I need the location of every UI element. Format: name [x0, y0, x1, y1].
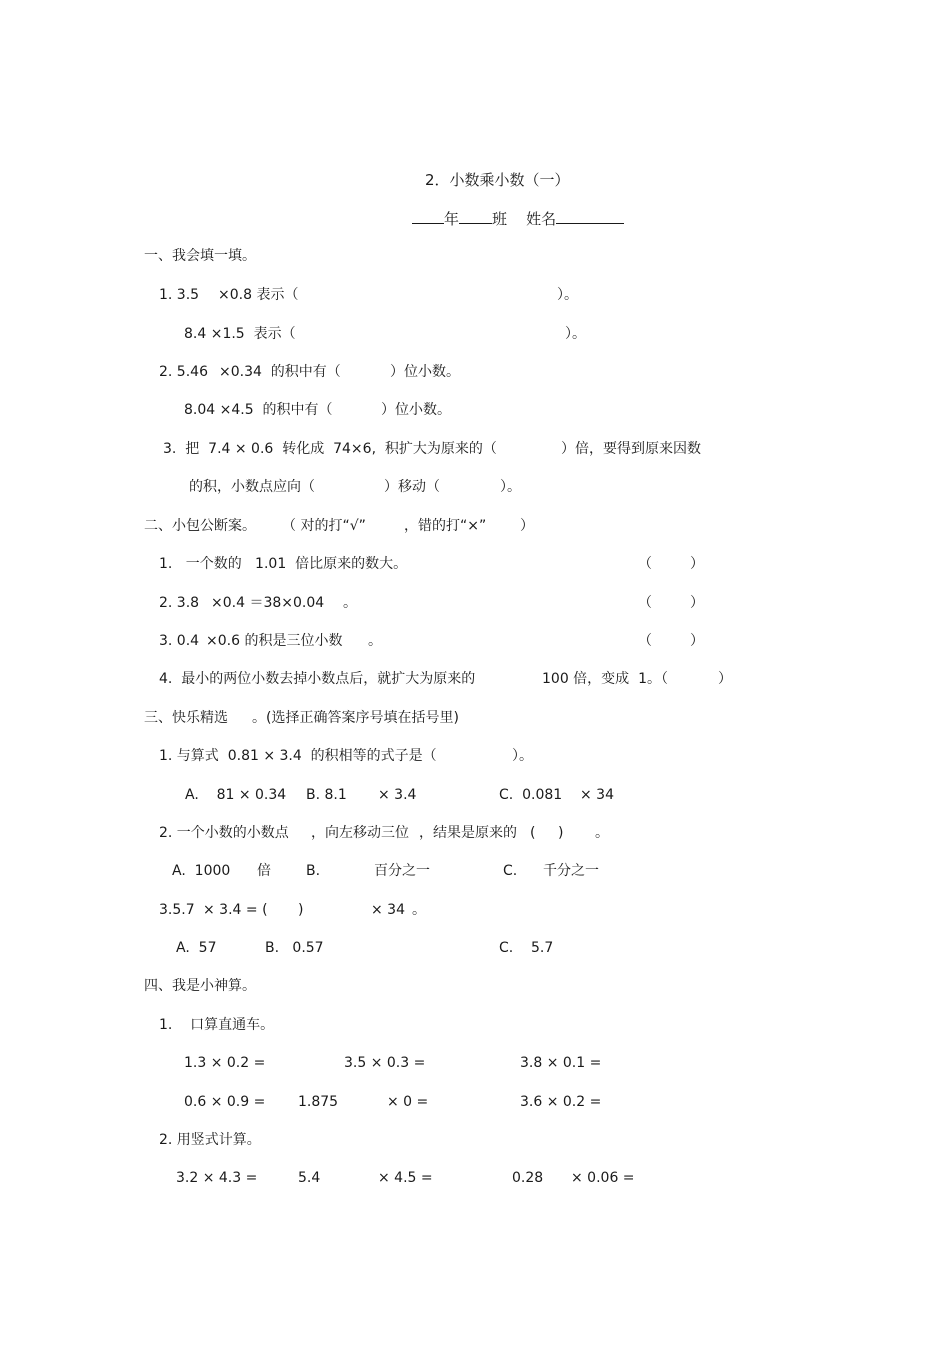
s2-q1-open[interactable]: （ [638, 556, 652, 572]
grade-label: 年 [444, 210, 460, 228]
s4-calc-5-tail: × 0 = [387, 1094, 429, 1110]
section-4-heading: 四、我是小神算。 [144, 978, 256, 994]
s3-q1-close: ）。 [512, 748, 533, 764]
s2-q3-open[interactable]: （ [638, 633, 652, 649]
name-blank[interactable] [556, 209, 624, 224]
s2-q4-text-b: 100 倍，变成 1。（ [542, 671, 668, 687]
s3-q2-text-b: ，向左移动三位 [311, 825, 409, 841]
s4-vertical-3-tail: × 0.06 = [571, 1170, 635, 1186]
s3-q2-open[interactable]: ( [530, 825, 536, 841]
s3-q2-option-b[interactable]: B. [306, 863, 321, 879]
s3-q1-option-b[interactable]: B. 8.1 [306, 787, 347, 803]
s2-q1-text: 1. 一个数的 1.01 倍比原来的数大。 [159, 556, 408, 572]
s2-q2-num: 2. 3.8 [159, 595, 200, 611]
s2-q1-close: ） [690, 556, 704, 572]
s3-q3-text: × 3.4 = ( [203, 902, 268, 918]
s3-q3-option-b[interactable]: B. 0.57 [265, 940, 324, 956]
s3-q3-close: ) [298, 902, 304, 918]
s2-q2-text: ×0.4 ＝38×0.04 [211, 595, 325, 611]
s1-q2b-text: 8.04 ×4.5 的积中有（ [184, 402, 333, 418]
s1-q3-line2-c: ）。 [500, 479, 521, 495]
s1-q1b-close: ）。 [565, 326, 586, 342]
s3-q2-text-c: ，结果是原来的 [419, 825, 517, 841]
s4-sub1-title: 1. 口算直通车。 [159, 1017, 275, 1033]
s2-q4-close: ） [718, 671, 732, 687]
s3-q2-text-a: 2. 一个小数的小数点 [159, 825, 289, 841]
s3-q3-tail: × 34 [371, 902, 405, 918]
s3-q3-option-a[interactable]: A. 57 [176, 940, 217, 956]
s1-q2a-text: ×0.34 的积中有（ [219, 364, 341, 380]
s1-q2b-close: ）位小数。 [381, 402, 451, 418]
student-info [412, 209, 624, 228]
s2-q4-text: 4. 最小的两位小数去掉小数点后，就扩大为原来的 [159, 671, 476, 687]
section-1-heading: 一、我会填一填。 [144, 248, 256, 264]
s1-q1a-close: ）。 [557, 287, 578, 303]
s4-calc-4: 0.6 × 0.9 = [184, 1094, 266, 1110]
name-label: 姓名 [526, 210, 557, 228]
s3-q2-option-a-tail: 倍 [257, 863, 271, 879]
page-title: 2．小数乘小数（一） [425, 171, 570, 189]
s2-q2-period: 。 [343, 595, 357, 611]
s4-calc-2: 3.5 × 0.3 = [344, 1055, 426, 1071]
s1-q1a-num: 1. 3.5 [159, 287, 200, 303]
s1-q1b-text: 8.4 ×1.5 表示（ [184, 326, 296, 342]
s1-q2a-close: ）位小数。 [390, 364, 460, 380]
s1-q3-text: 3. 把 7.4 × 0.6 转化成 74×6, 积扩大为原来的（ [163, 441, 497, 457]
s3-q3-num: 3.5.7 [159, 902, 195, 918]
s1-q3-text-end: ）倍，要得到原来因数 [561, 441, 701, 457]
s2-q3-text: ×0.6 的积是三位小数 [206, 633, 343, 649]
s3-q2-period: 。 [595, 825, 609, 841]
section-3-heading: 三、快乐精选 [144, 710, 228, 726]
s3-q3-period: 。 [412, 902, 426, 918]
s3-q2-option-a[interactable]: A. 1000 [172, 863, 231, 879]
class-label: 班 [492, 210, 508, 228]
grade-blank[interactable] [412, 209, 444, 224]
s4-vertical-2: 5.4 [298, 1170, 321, 1186]
s2-q3-period: 。 [368, 633, 382, 649]
s4-calc-6: 3.6 × 0.2 = [520, 1094, 602, 1110]
s4-vertical-3: 0.28 [512, 1170, 544, 1186]
s3-q1-option-c[interactable]: C. 0.081 [499, 787, 563, 803]
s1-q3-line2-b: ）移动（ [384, 479, 440, 495]
section-3-note: 。(选择正确答案序号填在括号里) [252, 710, 459, 726]
s1-q1a-text: ×0.8 表示（ [218, 287, 299, 303]
s4-sub2-title: 2. 用竖式计算。 [159, 1132, 261, 1148]
s4-calc-1: 1.3 × 0.2 = [184, 1055, 266, 1071]
s3-q2-option-b-tail: 百分之一 [374, 863, 430, 879]
s4-calc-3: 3.8 × 0.1 = [520, 1055, 602, 1071]
s2-q2-open[interactable]: （ [638, 595, 652, 611]
s4-vertical-1: 3.2 × 4.3 = [176, 1170, 258, 1186]
s3-q3-option-c[interactable]: C. 5.7 [499, 940, 554, 956]
s3-q1-text: 1. 与算式 0.81 × 3.4 的积相等的式子是（ [159, 748, 437, 764]
s3-q2-option-c[interactable]: C. [503, 863, 518, 879]
s2-q3-close: ） [690, 633, 704, 649]
s3-q2-option-c-tail: 千分之一 [543, 863, 599, 879]
s4-calc-5: 1.875 [298, 1094, 339, 1110]
s1-q3-line2-a: 的积，小数点应向（ [189, 479, 315, 495]
section-2-note-b: ，错的打“×” [404, 518, 487, 534]
section-2-note-a: （ 对的打“√” [282, 518, 366, 534]
s2-q2-close: ） [690, 595, 704, 611]
s3-q1-option-c-tail: × 34 [580, 787, 614, 803]
s2-q3-num: 3. 0.4 [159, 633, 200, 649]
s3-q1-option-a[interactable]: A. 81 × 0.34 [185, 787, 287, 803]
s4-vertical-2-tail: × 4.5 = [378, 1170, 433, 1186]
section-2-note-c: ） [520, 518, 534, 534]
class-blank[interactable] [459, 209, 492, 224]
s1-q2a-num: 2. 5.46 [159, 364, 208, 380]
section-2-heading: 二、小包公断案。 [144, 518, 256, 534]
s3-q1-option-b-tail: × 3.4 [378, 787, 417, 803]
s3-q2-close: ) [558, 825, 564, 841]
